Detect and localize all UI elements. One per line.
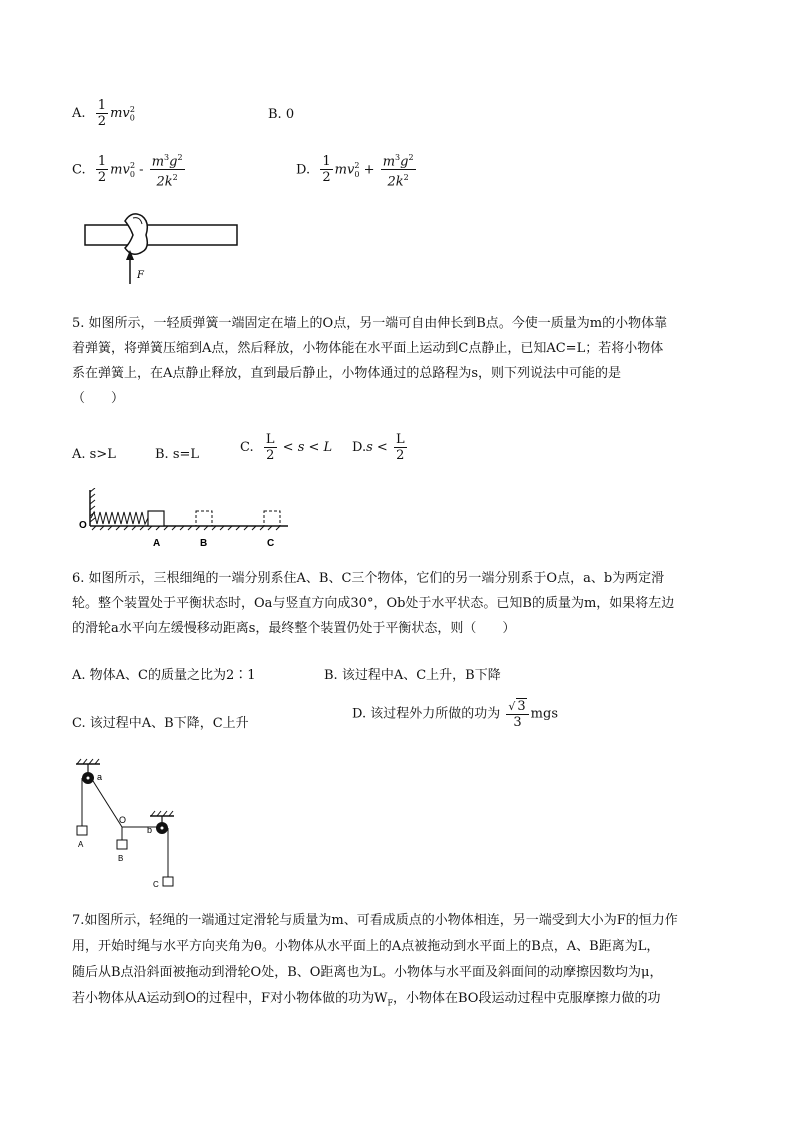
q4-option-b: B. 0 bbox=[268, 107, 295, 122]
q5-option-a: A. s>L bbox=[72, 447, 116, 462]
figure-rod-ring bbox=[80, 208, 250, 288]
q6-option-a: A. 物体A、C的质量之比为2∶1 bbox=[72, 668, 256, 683]
block-b-dashed bbox=[196, 511, 212, 526]
block-A bbox=[77, 826, 87, 835]
svg-text:O: O bbox=[119, 815, 127, 825]
svg-text:C: C bbox=[153, 880, 159, 889]
svg-text:a: a bbox=[97, 772, 103, 782]
q6-option-d: D. 该过程外力所做的功为 $\frac{√ 3}{3}$ mgs bbox=[352, 699, 558, 730]
fraction-half: $\frac{1}{2}$ bbox=[97, 98, 107, 129]
figure-spring bbox=[78, 488, 298, 550]
label-a: A bbox=[153, 538, 161, 549]
q4-option-d: D. $\frac{1}{2}$ $mv_0^2$ + $\frac{m^3g^2}{2k^2}$ bbox=[296, 150, 418, 190]
q5-option-d: D.s < $\frac{L}{2}$ bbox=[352, 432, 405, 463]
block-B bbox=[117, 840, 127, 849]
svg-text:B: B bbox=[118, 854, 124, 863]
rope-oa bbox=[93, 781, 122, 827]
block-a bbox=[148, 511, 164, 526]
q5-option-c: C. $\frac{L}{2}$ < s < L bbox=[240, 432, 333, 463]
svg-text:b: b bbox=[147, 825, 153, 835]
force-label: F bbox=[137, 270, 144, 281]
label-c: C bbox=[267, 538, 275, 549]
spring bbox=[91, 512, 148, 524]
figure-pulleys bbox=[70, 758, 190, 892]
q5-stem: 5. 如图所示，一轻质弹簧一端固定在墙上的O点，另一端可自由伸长到B点。今使一质量为m的小物体靠 着弹簧，将弹簧压缩到A点，然后释放，小物体能在水平面上运动到C点静止，已知AC=L；若将小物体 系在弹簧上，在A点静止释放，直到最后静止，小物体通过的总路程为s，则下列说法中可能的是 （ ） bbox=[72, 316, 668, 406]
label-b: B bbox=[200, 538, 208, 549]
q6-option-c: C. 该过程中A、B下降，C上升 bbox=[72, 716, 249, 731]
q4-option-a: A. $\frac{1}{2}$ $mv_0^2$ bbox=[72, 98, 135, 129]
q7-stem: 7.如图所示，轻绳的一端通过定滑轮与质量为m、可看成质点的小物体相连，另一端受到大小为F的恒力作 用，开始时绳与水平方向夹角为θ。小物体从水平面上的A点被拖动到水平面上的B点，A、B距离为L， 随后从B点沿斜面被拖动到滑轮O处，B、O距离也为L。小物体与水平面及斜面间的动摩擦因数均为μ， 若小物体从A运动到O的过程中，F对小物体做的功为$W_F$，小物体在BO段运动过程中克服摩擦力做的功 bbox=[72, 913, 678, 1008]
rod bbox=[85, 225, 237, 245]
q4-option-c: C. $\frac{1}{2}$ $mv_0^2$ - $\frac{m^3g^2}{2k^2}$ bbox=[72, 150, 187, 190]
svg-text:A: A bbox=[78, 840, 84, 849]
block-C bbox=[163, 877, 173, 886]
q5-option-b: B. s=L bbox=[155, 447, 200, 462]
block-c-dashed bbox=[264, 511, 280, 526]
label-o: O bbox=[79, 520, 87, 531]
q6-option-b: B. 该过程中A、C上升，B下降 bbox=[324, 668, 501, 683]
q6-stem: 6. 如图所示，三根细绳的一端分别系住A、B、C三个物体，它们的另一端分别系于O点，a、b为两定滑 轮。整个装置处于平衡状态时，Oa与竖直方向成30°，Ob处于水平状态。已知B的质量为m，如果将左边 的滑轮a水平向左缓慢移动距离s，最终整个装置仍处于平衡状态，则（ ） bbox=[72, 571, 675, 636]
